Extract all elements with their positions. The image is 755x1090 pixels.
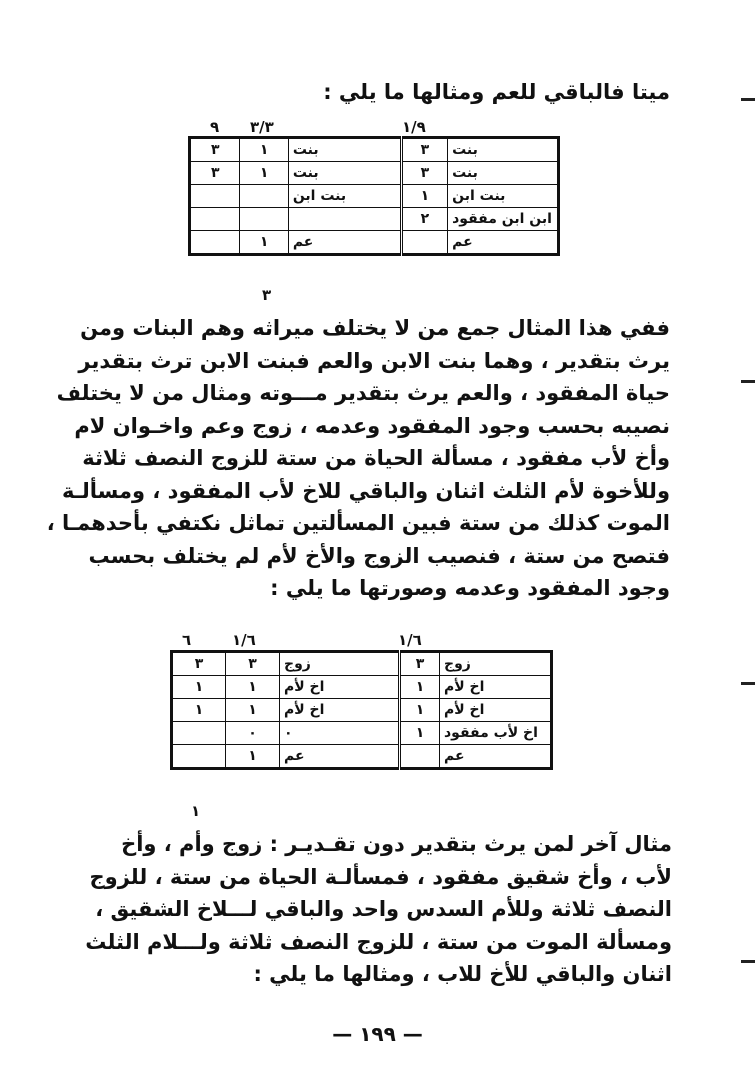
margin-mark — [741, 682, 755, 685]
table-cell: ٢ — [401, 208, 447, 231]
table-cell: ١ — [400, 676, 440, 699]
margin-mark — [741, 98, 755, 101]
intro-paragraph — [318, 76, 670, 109]
table-cell: بنت — [448, 162, 559, 185]
table-cell: ١ — [240, 138, 288, 162]
text-line: مثال آخر لمن يرث بتقدير دون تقـديـر : زوج وأم ، وأخ — [121, 832, 672, 856]
table-cell: ١ — [240, 162, 288, 185]
table-cell — [288, 208, 401, 231]
table-cell: ١ — [240, 231, 288, 255]
table-cell — [401, 231, 447, 255]
table-cell: عم — [280, 745, 400, 769]
table-cell: ٣ — [226, 652, 280, 676]
table-cell: بنت — [288, 162, 401, 185]
table-cell: ابن ابن مفقود — [448, 208, 559, 231]
text-line: النصف ثلاثة وللأم السدس واحد والباقي لـــلاخ الشقيق ، — [95, 897, 672, 921]
table-cell: ١ — [400, 699, 440, 722]
table-row — [190, 208, 559, 231]
table-cell: ١ — [400, 722, 440, 745]
table2-label-below: ١ — [191, 802, 201, 820]
paragraph-1 — [46, 312, 670, 605]
table2-label-mid: ١/٦ — [232, 631, 256, 649]
table-cell: عم — [440, 745, 552, 769]
table-cell — [190, 185, 240, 208]
table-cell: ١ — [226, 676, 280, 699]
table-cell: بنت ابن — [448, 185, 559, 208]
text-line: اثنان والباقي للأخ للاب ، ومثالها ما يلي : — [253, 962, 672, 986]
table-cell: ٠ — [226, 722, 280, 745]
text-line: ومسألة الموت من ستة ، للزوج النصف ثلاثة ولـــلام الثلث — [85, 929, 672, 954]
table-cell: اخ لأب مفقود — [440, 722, 552, 745]
text-line: وأخ لأب مفقود ، مسألة الحياة من ستة للزوج النصف ثلاثة — [82, 446, 670, 470]
page-number: — ١٩٩ — — [332, 1022, 423, 1046]
table1-label-left: ٩ — [210, 118, 220, 136]
text-line: وجود المفقود وعدمه وصورتها ما يلي : — [270, 576, 670, 600]
table-row — [172, 699, 552, 722]
paragraph-2 — [58, 828, 672, 991]
table1-label-mid: ٣/٣ — [250, 118, 274, 136]
table-cell — [172, 745, 226, 769]
table-cell: بنت — [448, 138, 559, 162]
table-cell: ٣ — [172, 652, 226, 676]
table-row — [172, 676, 552, 699]
table-cell: ٣ — [190, 138, 240, 162]
text-line: حياة المفقود ، والعم يرث بتقدير مـــوته ومثال من لا يختلف — [56, 381, 670, 405]
text-line: نصيبه بحسب وجود المفقود وعدمه ، زوج وعم واخـوان لام — [74, 413, 670, 438]
table1-label-below: ٣ — [262, 286, 272, 304]
table-cell: ٣ — [401, 162, 447, 185]
text-line: يرث بتقدير ، وهما بنت الابن والعم فبنت الابن ترث بتقدير — [78, 348, 670, 373]
table-cell: اخ لأم — [440, 699, 552, 722]
text-line: فتصح من ستة ، فنصيب الزوج والأخ لأم لم يختلف بحسب — [88, 543, 670, 568]
table-cell: اخ لأم — [280, 699, 400, 722]
table2-label-left: ٦ — [182, 631, 192, 649]
table-row — [172, 722, 552, 745]
table-cell: ١ — [401, 185, 447, 208]
table-cell — [400, 745, 440, 769]
intro-line: ميتا فالباقي للعم ومثالها ما يلي : — [323, 80, 670, 104]
table-cell: ٠ — [280, 722, 400, 745]
table-cell — [190, 208, 240, 231]
inheritance-table-2 — [170, 650, 553, 770]
table-row — [190, 231, 559, 255]
text-line: ففي هذا المثال جمع من لا يختلف ميراثه وهم البنات ومن — [80, 316, 670, 340]
table-row — [190, 162, 559, 185]
table-cell: ١ — [172, 699, 226, 722]
table-cell: ١ — [172, 676, 226, 699]
table-cell: ١ — [226, 745, 280, 769]
margin-mark — [741, 960, 755, 963]
table-cell: ١ — [226, 699, 280, 722]
table-cell — [240, 185, 288, 208]
table-cell: زوج — [280, 652, 400, 676]
table-cell: بنت — [288, 138, 401, 162]
table-cell — [190, 231, 240, 255]
table-row — [172, 745, 552, 769]
table-row — [190, 138, 559, 162]
margin-mark — [741, 380, 755, 383]
table-cell — [172, 722, 226, 745]
text-line: لأب ، وأخ شقيق مفقود ، فمسألـة الحياة من ستة ، للزوج — [89, 864, 672, 889]
inheritance-table-1 — [188, 136, 560, 256]
table-cell — [240, 208, 288, 231]
table-cell: ٣ — [401, 138, 447, 162]
table-cell: ٣ — [400, 652, 440, 676]
table-cell: اخ لأم — [280, 676, 400, 699]
table2-label-right: ١/٦ — [398, 631, 422, 649]
table-row — [172, 652, 552, 676]
table-row — [190, 185, 559, 208]
text-line: وللأخوة لأم الثلث اثنان والباقي للاخ لأب المفقود ، ومسألـة — [61, 478, 670, 503]
table-cell: عم — [288, 231, 401, 255]
table-cell: عم — [448, 231, 559, 255]
table-cell: بنت ابن — [288, 185, 401, 208]
table1-label-right: ١/٩ — [402, 118, 426, 136]
table-cell: ٣ — [190, 162, 240, 185]
table-cell: اخ لأم — [440, 676, 552, 699]
table-cell: زوج — [440, 652, 552, 676]
text-line: الموت كذلك من ستة فبين المسألتين تماثل نكتفي بأحدهمـا ، — [46, 511, 670, 535]
